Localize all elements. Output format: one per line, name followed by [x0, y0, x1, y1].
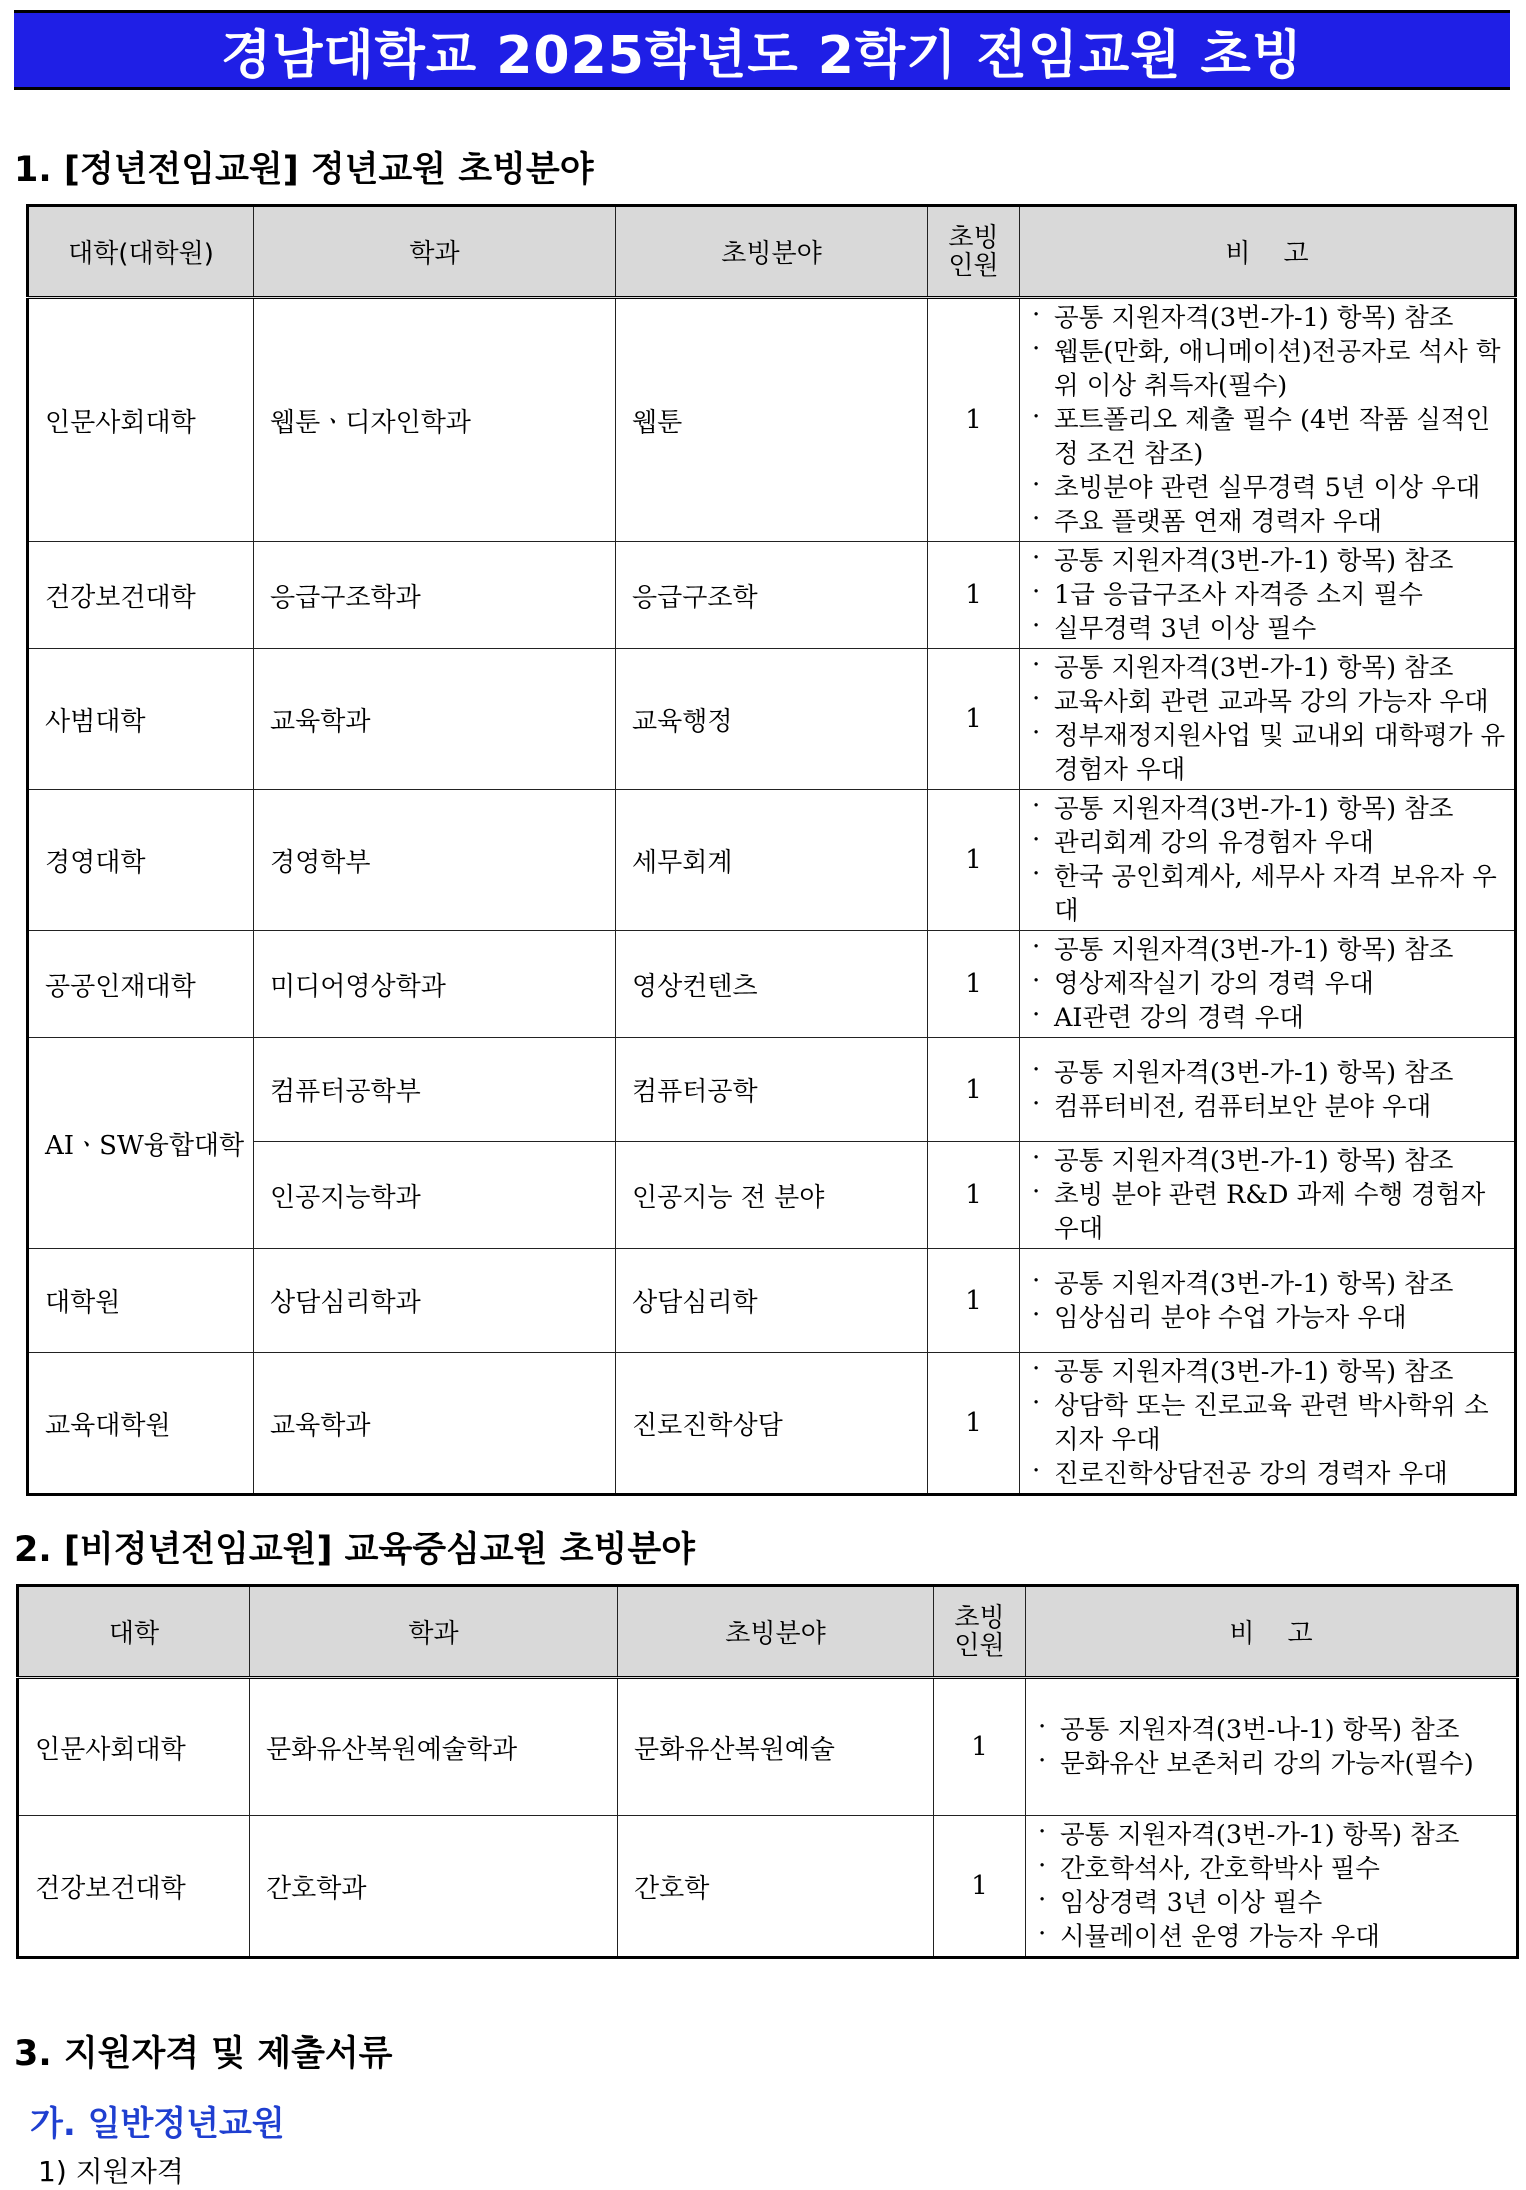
- note-item: · 임상경력 3년 이상 필수: [1032, 1886, 1512, 1920]
- college-cell: 경영대학: [28, 790, 254, 931]
- note-item: · 한국 공인회계사, 세무사 자격 보유자 우대: [1026, 860, 1510, 928]
- notes-cell: [1020, 931, 1516, 1038]
- notes-cell: [1020, 298, 1516, 542]
- notes-cell: [1020, 1353, 1516, 1495]
- field-cell: 영상컨텐츠: [616, 931, 928, 1038]
- college-cell: 교육대학원: [28, 1353, 254, 1495]
- title-banner: [14, 10, 1510, 90]
- note-item: · 임상심리 분야 수업 가능자 우대: [1026, 1301, 1510, 1335]
- dept-cell: 인공지능학과: [254, 1142, 616, 1249]
- count-cell: 1: [928, 1142, 1020, 1249]
- section1-table: [26, 204, 1517, 1496]
- field-cell: 문화유산복원예술: [618, 1678, 934, 1816]
- table-row: [28, 298, 1516, 542]
- dept-cell: 교육학과: [254, 1353, 616, 1495]
- note-item: · 문화유산 보존처리 강의 가능자(필수): [1032, 1747, 1512, 1781]
- section2-table: [16, 1584, 1519, 1959]
- count-cell: 1: [928, 1249, 1020, 1353]
- note-item: · 컴퓨터비전, 컴퓨터보안 분야 우대: [1026, 1090, 1510, 1124]
- table-row: [18, 1678, 1518, 1816]
- field-cell: 간호학: [618, 1816, 934, 1958]
- note-item: · 공통 지원자격(3번-가-1) 항목) 참조: [1026, 933, 1510, 967]
- count-cell: 1: [928, 1353, 1020, 1495]
- note-item: · AI관련 강의 경력 우대: [1026, 1001, 1510, 1035]
- college-cell: 인문사회대학: [28, 298, 254, 542]
- dept-cell: 미디어영상학과: [254, 931, 616, 1038]
- notes-cell: [1020, 1142, 1516, 1249]
- header-count: 초빙 인원: [934, 1586, 1026, 1678]
- section3-heading: 3. 지원자격 및 제출서류: [14, 2034, 393, 2074]
- page-title: 경남대학교 2025학년도 2학기 전임교원 초빙: [220, 25, 1304, 86]
- section1-heading: 1. [정년전임교원] 정년교원 초빙분야: [14, 150, 594, 190]
- note-item: · 관리회계 강의 유경험자 우대: [1026, 826, 1510, 860]
- section2-heading: 2. [비정년전임교원] 교육중심교원 초빙분야: [14, 1530, 695, 1570]
- notes-cell: [1020, 1038, 1516, 1142]
- college-cell: 대학원: [28, 1249, 254, 1353]
- note-item: · 공통 지원자격(3번-가-1) 항목) 참조: [1026, 301, 1510, 335]
- table-row: [28, 931, 1516, 1038]
- notes-cell: [1026, 1678, 1518, 1816]
- table-header-row: [28, 206, 1516, 298]
- note-item: · 공통 지원자격(3번-가-1) 항목) 참조: [1026, 1267, 1510, 1301]
- note-item: · 영상제작실기 강의 경력 우대: [1026, 967, 1510, 1001]
- table-row: [28, 1353, 1516, 1495]
- table-row: [28, 542, 1516, 649]
- note-item: · 간호학석사, 간호학박사 필수: [1032, 1852, 1512, 1886]
- field-cell: 응급구조학: [616, 542, 928, 649]
- college-cell: 건강보건대학: [28, 542, 254, 649]
- dept-cell: 간호학과: [250, 1816, 618, 1958]
- dept-cell: 웹툰ㆍ디자인학과: [254, 298, 616, 542]
- notes-cell: [1020, 649, 1516, 790]
- count-cell: 1: [928, 1038, 1020, 1142]
- header-field: 초빙분야: [618, 1586, 934, 1678]
- table-row: [28, 649, 1516, 790]
- header-dept: 학과: [254, 206, 616, 298]
- notes-cell: [1020, 790, 1516, 931]
- dept-cell: 상담심리학과: [254, 1249, 616, 1353]
- note-item: · 공통 지원자격(3번-가-1) 항목) 참조: [1026, 1144, 1510, 1178]
- table-row: [18, 1816, 1518, 1958]
- note-item: · 공통 지원자격(3번-가-1) 항목) 참조: [1026, 1056, 1510, 1090]
- field-cell: 세무회계: [616, 790, 928, 931]
- dept-cell: 교육학과: [254, 649, 616, 790]
- college-cell: 인문사회대학: [18, 1678, 250, 1816]
- notes-cell: [1020, 542, 1516, 649]
- count-cell: 1: [928, 298, 1020, 542]
- header-notes: 비 고: [1020, 206, 1516, 298]
- note-item: · 상담학 또는 진로교육 관련 박사학위 소지자 우대: [1026, 1389, 1510, 1457]
- section3-item: 1) 지원자격: [38, 2155, 184, 2188]
- note-item: · 실무경력 3년 이상 필수: [1026, 612, 1510, 646]
- count-cell: 1: [928, 542, 1020, 649]
- note-item: · 포트폴리오 제출 필수 (4번 작품 실적인정 조건 참조): [1026, 403, 1510, 471]
- table-row: [28, 790, 1516, 931]
- note-item: · 시뮬레이션 운영 가능자 우대: [1032, 1920, 1512, 1954]
- field-cell: 교육행정: [616, 649, 928, 790]
- note-item: · 1급 응급구조사 자격증 소지 필수: [1026, 578, 1510, 612]
- note-item: · 공통 지원자격(3번-가-1) 항목) 참조: [1026, 792, 1510, 826]
- count-cell: 1: [934, 1678, 1026, 1816]
- note-item: · 초빙 분야 관련 R&D 과제 수행 경험자 우대: [1026, 1178, 1510, 1246]
- college-cell: AIㆍSW융합대학: [28, 1038, 254, 1249]
- field-cell: 진로진학상담: [616, 1353, 928, 1495]
- header-dept: 학과: [250, 1586, 618, 1678]
- count-cell: 1: [928, 649, 1020, 790]
- table-header-row: [18, 1586, 1518, 1678]
- count-cell: 1: [928, 790, 1020, 931]
- note-item: · 공통 지원자격(3번-가-1) 항목) 참조: [1026, 1355, 1510, 1389]
- notes-cell: [1026, 1816, 1518, 1958]
- notes-cell: [1020, 1249, 1516, 1353]
- college-cell: 사범대학: [28, 649, 254, 790]
- dept-cell: 컴퓨터공학부: [254, 1038, 616, 1142]
- section3-subheading: 가. 일반정년교원: [30, 2104, 285, 2144]
- college-cell: 건강보건대학: [18, 1816, 250, 1958]
- note-item: · 초빙분야 관련 실무경력 5년 이상 우대: [1026, 471, 1510, 505]
- header-notes: 비 고: [1026, 1586, 1518, 1678]
- field-cell: 상담심리학: [616, 1249, 928, 1353]
- note-item: · 진로진학상담전공 강의 경력자 우대: [1026, 1457, 1510, 1491]
- dept-cell: 경영학부: [254, 790, 616, 931]
- header-count: 초빙 인원: [928, 206, 1020, 298]
- table-row: [28, 1038, 1516, 1142]
- count-cell: 1: [928, 931, 1020, 1038]
- note-item: · 공통 지원자격(3번-가-1) 항목) 참조: [1026, 544, 1510, 578]
- note-item: · 정부재정지원사업 및 교내외 대학평가 유경험자 우대: [1026, 719, 1510, 787]
- note-item: · 공통 지원자격(3번-가-1) 항목) 참조: [1026, 651, 1510, 685]
- note-item: · 교육사회 관련 교과목 강의 가능자 우대: [1026, 685, 1510, 719]
- field-cell: 웹툰: [616, 298, 928, 542]
- college-cell: 공공인재대학: [28, 931, 254, 1038]
- table-row: [28, 1249, 1516, 1353]
- header-college: 대학: [18, 1586, 250, 1678]
- note-item: · 공통 지원자격(3번-가-1) 항목) 참조: [1032, 1818, 1512, 1852]
- count-cell: 1: [934, 1816, 1026, 1958]
- note-item: · 주요 플랫폼 연재 경력자 우대: [1026, 505, 1510, 539]
- note-item: · 웹툰(만화, 애니메이션)전공자로 석사 학위 이상 취득자(필수): [1026, 335, 1510, 403]
- dept-cell: 문화유산복원예술학과: [250, 1678, 618, 1816]
- header-field: 초빙분야: [616, 206, 928, 298]
- header-college: 대학(대학원): [28, 206, 254, 298]
- field-cell: 인공지능 전 분야: [616, 1142, 928, 1249]
- dept-cell: 응급구조학과: [254, 542, 616, 649]
- note-item: · 공통 지원자격(3번-나-1) 항목) 참조: [1032, 1713, 1512, 1747]
- field-cell: 컴퓨터공학: [616, 1038, 928, 1142]
